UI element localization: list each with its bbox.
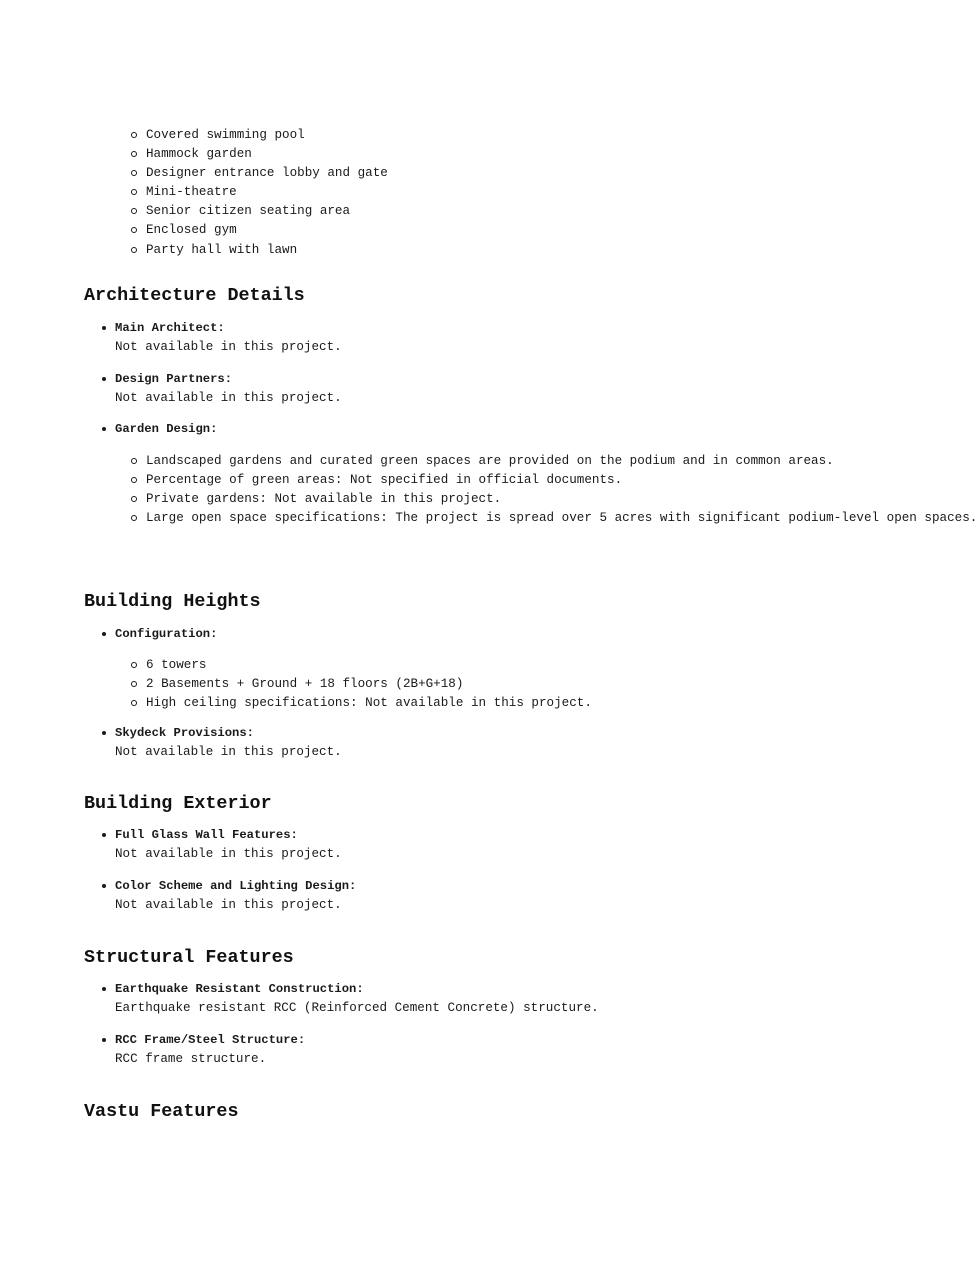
list-item: Large open space specifications: The project is spread over 5 acres with significant podium-level open spaces. <box>146 509 691 528</box>
heights-heading: Building Heights <box>84 591 261 612</box>
list-item: Mini-theatre <box>146 183 388 202</box>
list-item: Private gardens: Not available in this project. <box>146 490 691 509</box>
glass-wall-item <box>115 826 342 864</box>
earthquake-item <box>115 980 599 1018</box>
list-item: Enclosed gym <box>146 221 388 240</box>
architecture-heading: Architecture Details <box>84 285 305 306</box>
list-item: Party hall with lawn <box>146 241 388 260</box>
rcc-frame-label: RCC Frame/Steel Structure: <box>115 1031 305 1050</box>
amenities-list <box>146 126 388 260</box>
glass-wall-label: Full Glass Wall Features: <box>115 826 342 845</box>
color-scheme-label: Color Scheme and Lighting Design: <box>115 877 356 896</box>
list-item: Covered swimming pool <box>146 126 388 145</box>
glass-wall-value: Not available in this project. <box>115 847 342 862</box>
main-architect-item <box>115 319 342 357</box>
garden-design-label: Garden Design: <box>115 420 217 439</box>
rcc-frame-value: RCC frame structure. <box>115 1052 267 1067</box>
list-item: Percentage of green areas: Not specified in official documents. <box>146 471 691 490</box>
design-partners-value: Not available in this project. <box>115 391 342 406</box>
main-architect-value: Not available in this project. <box>115 340 342 355</box>
list-item: 6 towers <box>146 656 592 675</box>
list-item: Hammock garden <box>146 145 388 164</box>
configuration-item <box>115 625 217 644</box>
rcc-frame-item <box>115 1031 305 1069</box>
skydeck-item <box>115 724 342 762</box>
list-item: Senior citizen seating area <box>146 202 388 221</box>
configuration-list <box>146 656 592 713</box>
list-item: Designer entrance lobby and gate <box>146 164 388 183</box>
earthquake-label: Earthquake Resistant Construction: <box>115 980 599 999</box>
design-partners-label: Design Partners: <box>115 370 342 389</box>
list-item: High ceiling specifications: Not available in this project. <box>146 694 592 713</box>
skydeck-label: Skydeck Provisions: <box>115 724 342 743</box>
exterior-heading: Building Exterior <box>84 793 272 814</box>
structural-heading: Structural Features <box>84 947 294 968</box>
earthquake-value: Earthquake resistant RCC (Reinforced Cement Concrete) structure. <box>115 1001 599 1016</box>
design-partners-item <box>115 370 342 408</box>
garden-design-item <box>115 420 217 439</box>
main-architect-label: Main Architect: <box>115 319 342 338</box>
garden-design-list <box>146 452 977 528</box>
skydeck-value: Not available in this project. <box>115 745 342 760</box>
color-scheme-value: Not available in this project. <box>115 898 342 913</box>
list-item: Landscaped gardens and curated green spaces are provided on the podium and in common areas. <box>146 452 691 471</box>
list-item: 2 Basements + Ground + 18 floors (2B+G+18) <box>146 675 592 694</box>
color-scheme-item <box>115 877 356 915</box>
vastu-heading: Vastu Features <box>84 1101 239 1122</box>
configuration-label: Configuration: <box>115 625 217 644</box>
